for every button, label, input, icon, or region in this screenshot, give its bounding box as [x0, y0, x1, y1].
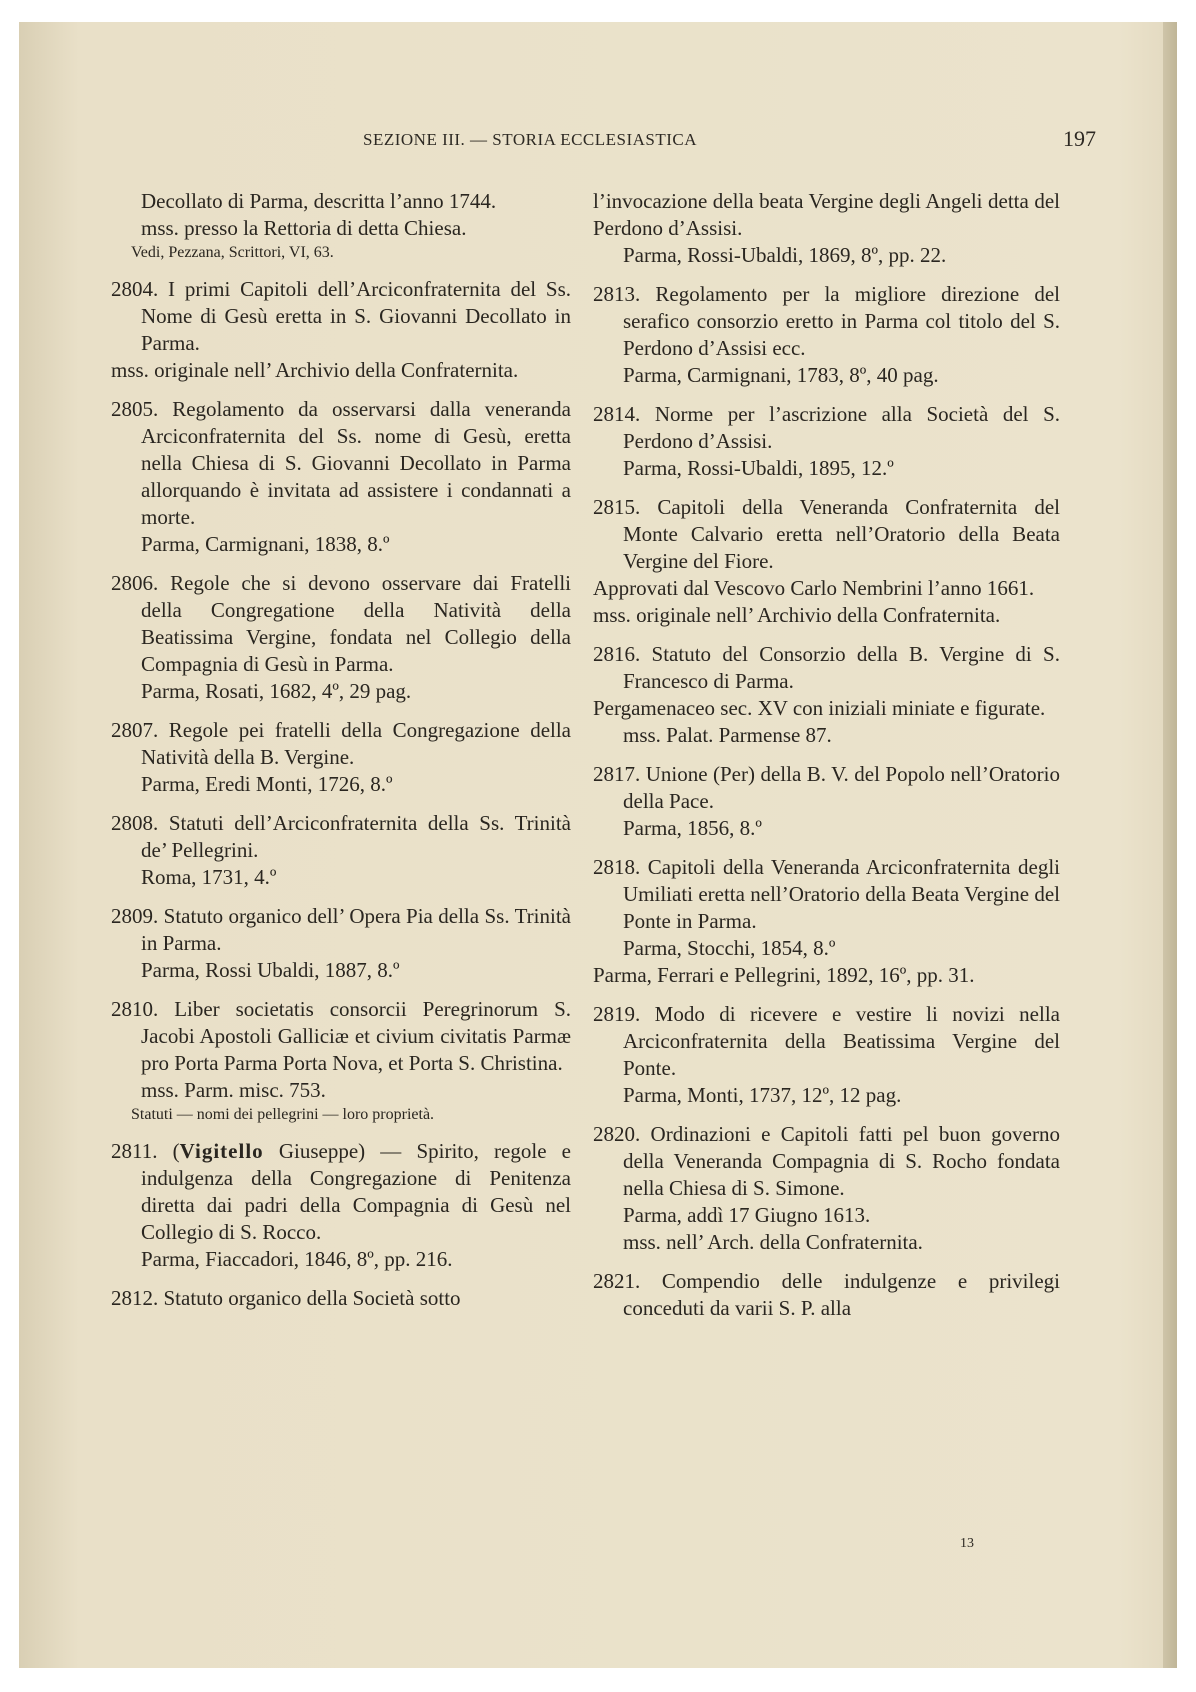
entry-text: 2810. Liber societatis consorcii Peregrinorum S. Jacobi Apostoli Galliciæ et civium civitatis Parmæ pro Porta Parma Porta Nova, et Porta S. Christina.: [111, 997, 571, 1075]
catalog-entry: [111, 188, 571, 264]
entry-text: Parma, Rossi-Ubaldi, 1869, 8º, pp. 22.: [623, 243, 947, 267]
entry-text: 2812. Statuto organico della Società sotto: [111, 1286, 461, 1310]
catalog-entry: [593, 761, 1060, 842]
entry-text: 2808. Statuti dell’Arciconfraternita della Ss. Trinità de’ Pellegrini.: [111, 811, 571, 862]
catalog-entry: [111, 810, 571, 891]
entry-text: 2806. Regole che si devono osservare dai Fratelli della Congregatione della Natività della Beatissima Vergine, fondata nel Collegio della Compagnia di Gesù in Parma.: [111, 571, 571, 676]
entry-text: Roma, 1731, 4.º: [141, 865, 277, 889]
catalog-entry: [593, 494, 1060, 629]
entry-text: mss. originale nell’ Archivio della Confraternita.: [593, 603, 1001, 627]
catalog-entry: [593, 401, 1060, 482]
entry-text: Approvati dal Vescovo Carlo Nembrini l’anno 1661.: [593, 576, 1035, 600]
entry-text: mss. Parm. misc. 753.: [141, 1078, 326, 1102]
right-column: [593, 188, 1060, 1334]
entry-text: Parma, Rosati, 1682, 4º, 29 pag.: [141, 679, 412, 703]
entry-text: Parma, Monti, 1737, 12º, 12 pag.: [623, 1083, 902, 1107]
entry-text: mss. originale nell’ Archivio della Confraternita.: [111, 358, 519, 382]
author-name: Vigitello: [179, 1139, 264, 1163]
catalog-entry: [593, 641, 1060, 749]
left-column: [111, 188, 571, 1324]
entry-text-part: 2811. (: [111, 1139, 180, 1163]
catalog-entry: [111, 903, 571, 984]
catalog-entry: [111, 396, 571, 558]
entry-text: Parma, Carmignani, 1838, 8.º: [141, 532, 390, 556]
catalog-entry: [111, 276, 571, 384]
entry-text: mss. Palat. Parmense 87.: [623, 723, 832, 747]
entry-text: 2807. Regole pei fratelli della Congregazione della Natività della B. Vergine.: [111, 718, 571, 769]
catalog-entry: [593, 854, 1060, 989]
entry-note: Vedi, Pezzana, Scrittori, VI, 63.: [131, 244, 334, 261]
entry-text: Parma, 1856, 8.º: [623, 816, 762, 840]
entry-text: mss. presso la Rettoria di detta Chiesa.: [141, 216, 467, 240]
catalog-entry: [593, 281, 1060, 389]
entry-text: Parma, Ferrari e Pellegrini, 1892, 16º, pp. 31.: [593, 963, 975, 987]
entry-text: mss. nell’ Arch. della Confraternita.: [623, 1230, 923, 1254]
catalog-entry: [593, 1121, 1060, 1256]
entry-text: 2809. Statuto organico dell’ Opera Pia della Ss. Trinità in Parma.: [111, 904, 571, 955]
catalog-entry: [111, 1285, 571, 1312]
entry-text-part: Giuseppe) — Spirito, regole e indulgenza della Congregazione di Penitenza diretta dai padri della Compagnia di Gesù nel Collegio di S. Rocco.: [141, 1139, 571, 1244]
entry-text: Parma, Eredi Monti, 1726, 8.º: [141, 772, 393, 796]
catalog-entry: [593, 188, 1060, 269]
entry-text: Parma, Rossi-Ubaldi, 1895, 12.º: [623, 456, 894, 480]
entry-text: 2815. Capitoli della Veneranda Confraternita del Monte Calvario eretta nell’Oratorio della Beata Vergine del Fiore.: [593, 495, 1060, 573]
catalog-entry: [111, 717, 571, 798]
entry-text: Parma, Carmignani, 1783, 8º, 40 pag.: [623, 363, 939, 387]
entry-text: Parma, Stocchi, 1854, 8.º: [623, 936, 836, 960]
running-head: SEZIONE III. — STORIA ECCLESIASTICA: [363, 130, 698, 149]
entry-text: 2814. Norme per l’ascrizione alla Società del S. Perdono d’Assisi.: [593, 402, 1060, 453]
entry-text: 2821. Compendio delle indulgenze e privilegi conceduti da varii S. P. alla: [593, 1269, 1060, 1320]
entry-text: Parma, Fiaccadori, 1846, 8º, pp. 216.: [141, 1247, 453, 1271]
entry-text: Decollato di Parma, descritta l’anno 1744.: [141, 189, 497, 213]
entry-text: 2817. Unione (Per) della B. V. del Popolo nell’Oratorio della Pace.: [593, 762, 1060, 813]
page-header: [176, 126, 1096, 156]
catalog-entry: [111, 996, 571, 1126]
catalog-entry: [111, 570, 571, 705]
entry-text: l’invocazione della beata Vergine degli Angeli detta del Perdono d’Assisi.: [593, 189, 1060, 240]
entry-note: Statuti — nomi dei pellegrini — loro proprietà.: [131, 1106, 435, 1123]
entry-text: [111, 1138, 571, 1246]
signature-mark: 13: [960, 1536, 974, 1551]
entry-text: 2818. Capitoli della Veneranda Arciconfraternita degli Umiliati eretta nell’Oratorio della Beata Vergine del Ponte in Parma.: [593, 855, 1060, 933]
entry-text: Parma, addì 17 Giugno 1613.: [623, 1203, 871, 1227]
entry-text: 2813. Regolamento per la migliore direzione del serafico consorzio eretto in Parma col titolo del S. Perdono d’Assisi ecc.: [593, 282, 1060, 360]
catalog-entry: [593, 1268, 1060, 1322]
entry-text: Parma, Rossi Ubaldi, 1887, 8.º: [141, 958, 400, 982]
entry-text: 2804. I primi Capitoli dell’Arciconfraternita del Ss. Nome di Gesù eretta in S. Giovanni Decollato in Parma.: [111, 277, 571, 355]
entry-text: 2805. Regolamento da osservarsi dalla veneranda Arciconfraternita del Ss. nome di Gesù, eretta nella Chiesa di S. Giovanni Decollato in Parma allorquando è invitata ad assistere i condannati a morte.: [111, 397, 571, 529]
entry-text: 2816. Statuto del Consorzio della B. Vergine di S. Francesco di Parma.: [593, 642, 1060, 693]
catalog-entry: [111, 1138, 571, 1273]
page-edge-shadow: [1163, 22, 1177, 1668]
entry-text: Pergamenaceo sec. XV con iniziali miniate e figurate.: [593, 696, 1046, 720]
page-number: 197: [1063, 126, 1096, 151]
entry-text: 2820. Ordinazioni e Capitoli fatti pel buon governo della Veneranda Compagnia di S. Rocho fondata nella Chiesa di S. Simone.: [593, 1122, 1060, 1200]
catalog-entry: [593, 1001, 1060, 1109]
entry-text: 2819. Modo di ricevere e vestire li novizi nella Arciconfraternita della Beatissima Vergine del Ponte.: [593, 1002, 1060, 1080]
